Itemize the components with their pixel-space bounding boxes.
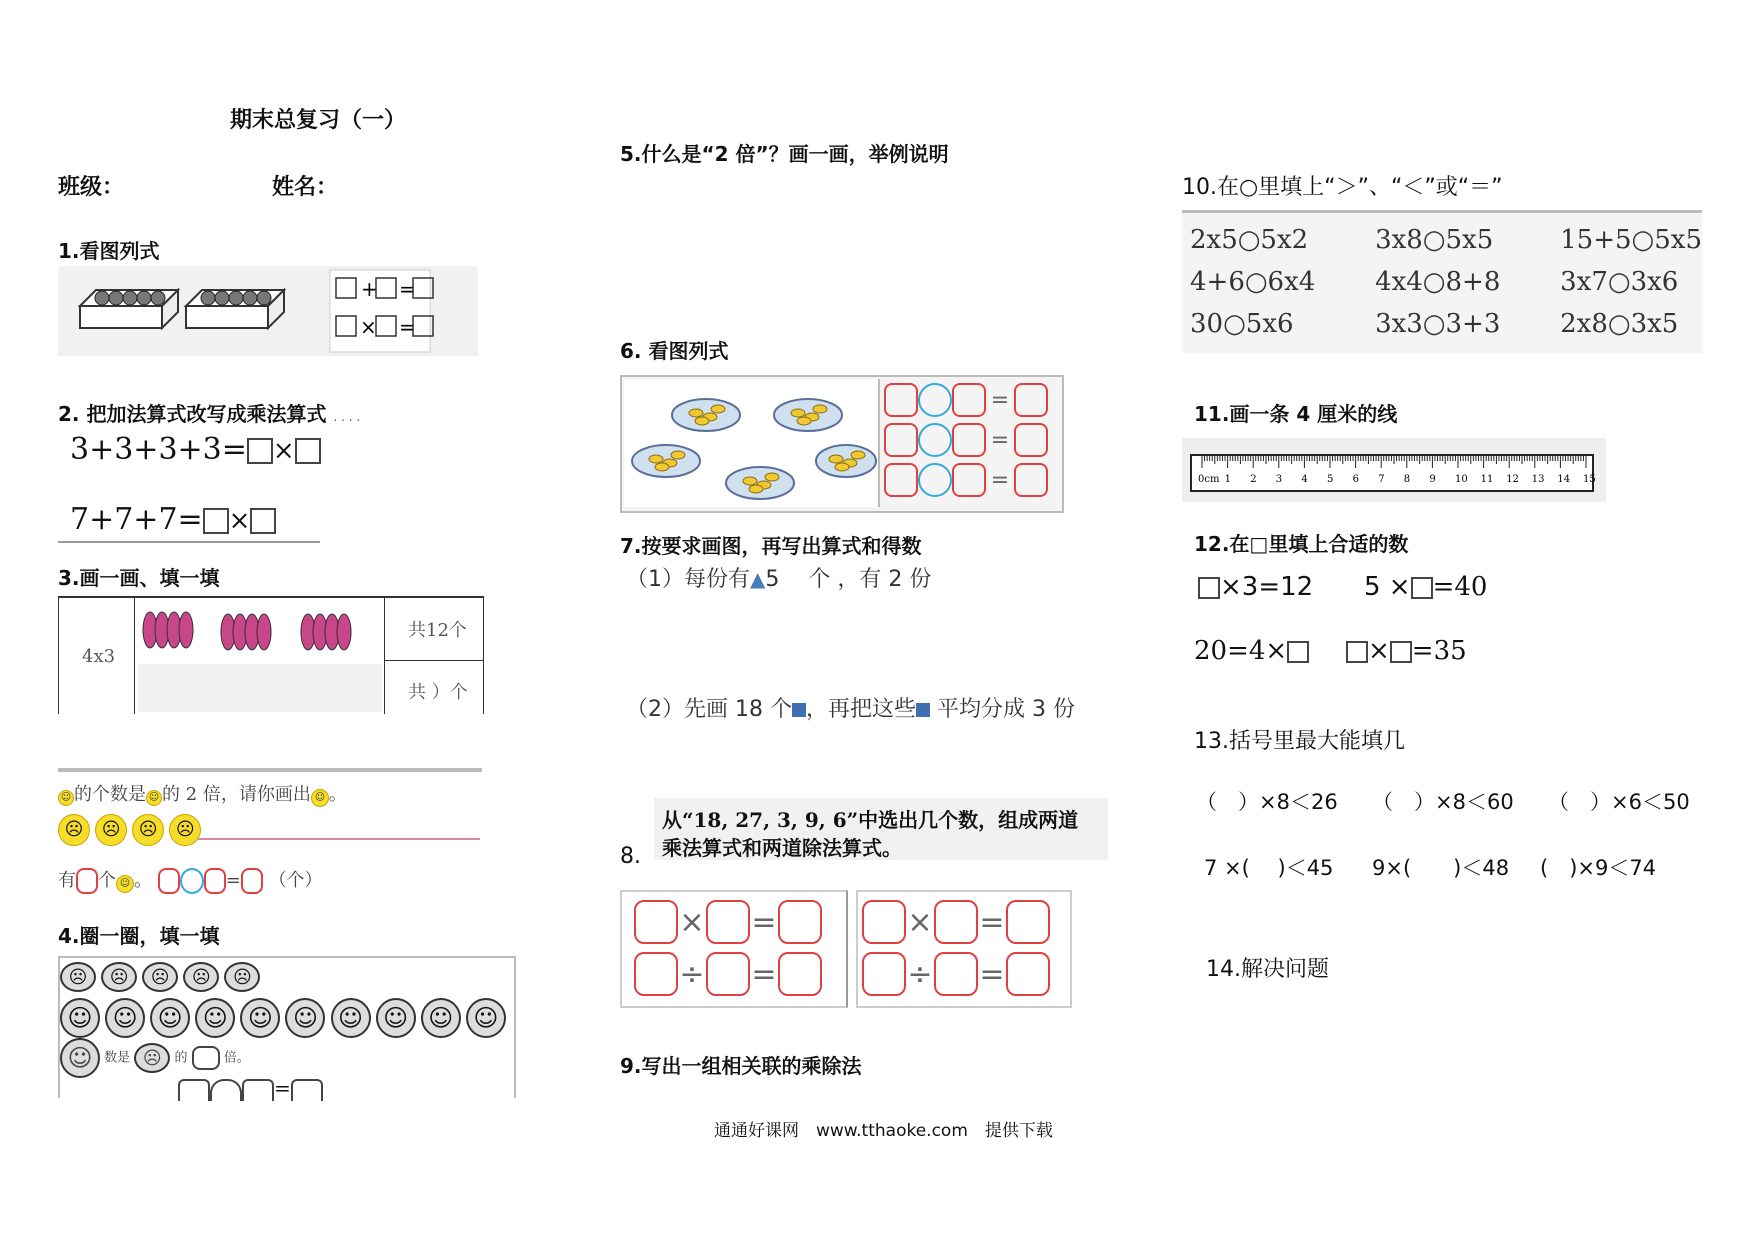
ruler-label: 0cm (1198, 474, 1220, 485)
q3-line1 (58, 780, 347, 807)
q8-text-line2: 乘法算式和两道除法算式。 (662, 836, 902, 860)
q3-faces-section (58, 768, 482, 900)
ruler-label: 5 (1327, 474, 1334, 485)
smiley-icon: ☺ (466, 998, 506, 1038)
smiley-faces-row (60, 998, 506, 1038)
smiley-icon: ☺ (58, 790, 74, 806)
q3-line3-end: 。 (134, 870, 152, 891)
q3-line1-a: 的个数是 (74, 784, 146, 805)
q2-eq1: 3+3+3+3= × (70, 432, 321, 467)
q2-eq2-text: 7+7+7= (70, 502, 203, 537)
q11-heading: 11.画一条 4 厘米的线 (1194, 402, 1398, 426)
ruler-label: 6 (1352, 474, 1359, 485)
smiley-icon: ☺ (285, 998, 325, 1038)
q6-equations (884, 383, 1048, 503)
q3-left-label: 4x3 (82, 646, 116, 667)
sad-face-icon: ☹ (132, 814, 164, 846)
triangle-icon: ▲ (750, 567, 766, 591)
ruler-label: 8 (1403, 474, 1411, 485)
ruler-label: 14 (1557, 474, 1571, 485)
compare-item[interactable]: 15+5○5x5 (1560, 225, 1702, 255)
answer-box[interactable] (706, 900, 750, 944)
q12-item-2-text-a: 5 × (1364, 572, 1411, 602)
answer-box[interactable] (291, 1079, 323, 1101)
answer-box[interactable] (203, 508, 229, 534)
answer-box[interactable] (862, 900, 906, 944)
ruler-label: 15 (1583, 474, 1596, 485)
ruler-label: 10 (1455, 474, 1468, 485)
answer-box[interactable] (295, 438, 321, 464)
compare-item[interactable]: 3x7○3x6 (1560, 267, 1679, 297)
svg-text:×: × (360, 315, 377, 339)
smiley-icon: ☺ (376, 998, 416, 1038)
q3-line1-b: 的 2 倍，请你画出 (162, 784, 311, 805)
plates-illustration (624, 379, 880, 507)
answer-box[interactable] (952, 463, 986, 497)
name-label: 姓名： (272, 175, 339, 200)
answer-box[interactable] (706, 952, 750, 996)
q2-heading-text: 2. 把加法算式改写成乘法算式 (58, 402, 327, 426)
smiley-icon: ☺ (331, 998, 371, 1038)
smiley-icon: ☺ (105, 998, 145, 1038)
sad-face-icon: ☹ (142, 962, 178, 992)
class-label: 班级： (58, 175, 125, 200)
q4-heading: 4.圈一圈，填一填 (58, 924, 220, 948)
q10-table (1182, 219, 1702, 345)
q10-heading: 10.在○里填上“＞”、“＜”或“＝” (1182, 175, 1503, 200)
q13-item[interactable]: 7 ×( )＜45 (1204, 856, 1334, 880)
answer-box[interactable] (1014, 463, 1048, 497)
q13-item[interactable]: ( )×9＜74 (1540, 856, 1657, 880)
q8-eq-card-2: × = ÷ = (856, 890, 1072, 1008)
compare-item[interactable]: 2x5○5x2 (1190, 225, 1309, 255)
smiley-icon: ☺ (146, 790, 162, 806)
sad-face-icon: ☹ (58, 814, 90, 846)
smiley-icon: ☺ (195, 998, 235, 1038)
answer-box[interactable] (1411, 577, 1433, 599)
draw-line (198, 838, 480, 840)
operator-circle[interactable] (918, 423, 952, 457)
q12-item-3 (1194, 636, 1309, 666)
q2-dots: . . . . (333, 410, 361, 424)
q6-eq-row: = (884, 463, 1048, 503)
q7-heading: 7.按要求画图，再写出算式和得数 (620, 534, 922, 558)
q9-heading: 9.写出一组相关联的乘除法 (620, 1054, 862, 1078)
answer-box[interactable] (934, 952, 978, 996)
svg-text:+: + (361, 277, 378, 301)
answer-box[interactable] (884, 423, 918, 457)
operator-circle[interactable] (918, 463, 952, 497)
q13-item[interactable]: 9×( )＜48 (1372, 856, 1510, 880)
svg-text:=: = (399, 277, 416, 301)
q8-text-block (654, 798, 1108, 860)
answer-box[interactable] (1006, 900, 1050, 944)
q7-line1 (626, 562, 931, 593)
q13-item[interactable]: （ ）×8＜60 (1372, 790, 1514, 814)
sad-face-icon: ☹ (134, 1043, 170, 1073)
answer-box[interactable] (241, 868, 263, 894)
q12-item-4-text-b: × (1368, 636, 1390, 666)
egg-boxes-illustration (58, 266, 478, 356)
smiley-icon: ☺ (150, 998, 190, 1038)
answer-box[interactable] (778, 900, 822, 944)
answer-box[interactable] (884, 463, 918, 497)
q12-item-4 (1346, 636, 1467, 666)
answer-box[interactable] (250, 508, 276, 534)
q2-eq2: 7+7+7= × (70, 502, 276, 537)
ruler-label: 3 (1275, 474, 1283, 485)
q4-equation: = (178, 1076, 323, 1101)
q6-eq-row: = (884, 423, 1048, 463)
answer-box[interactable] (247, 438, 273, 464)
q8-text-line1: 从“18, 27, 3, 9, 6”中选出几个数，组成两道 (662, 808, 1079, 832)
answer-box[interactable] (1198, 577, 1220, 599)
answer-box[interactable] (242, 1079, 274, 1101)
q12-item-4-text-c: =35 (1411, 636, 1467, 666)
operator-circle[interactable] (180, 868, 204, 894)
ruler (1190, 454, 1594, 492)
answer-box[interactable] (1390, 641, 1412, 663)
svg-text:=: = (399, 315, 416, 339)
q13-item[interactable]: （ ）×8＜26 (1196, 790, 1338, 814)
q3-heading: 3.画一画、填一填 (58, 566, 220, 590)
q7-line1-b: 5 个 ，有 2 份 (765, 567, 932, 592)
q5-heading: 5.什么是“2 倍”？画一画，举例说明 (620, 142, 949, 166)
compare-item[interactable]: 3x8○5x5 (1375, 225, 1494, 255)
q12-item-3-text: 20=4× (1194, 636, 1288, 666)
footer-credit: 通通好课网 www.tthaoke.com 提供下载 (714, 1121, 1053, 1141)
compare-item[interactable]: 30○5x6 (1190, 309, 1294, 339)
answer-box[interactable] (862, 952, 906, 996)
q1-heading: 1.看图列式 (58, 239, 160, 263)
ruler-label: 11 (1480, 474, 1494, 485)
ruler-label: 2 (1250, 474, 1257, 485)
ruler-label: 7 (1378, 474, 1385, 485)
sad-face-icon: ☹ (169, 814, 201, 846)
q2-eq1-text: 3+3+3+3= (70, 432, 247, 467)
divider (58, 541, 320, 543)
sad-face-icon: ☹ (224, 962, 260, 992)
answer-box[interactable] (204, 868, 226, 894)
smiley-icon: ☺ (311, 789, 329, 807)
q7-line2 (626, 692, 1075, 723)
q12-heading: 12.在□里填上合适的数 (1194, 532, 1409, 556)
answer-box[interactable] (934, 900, 978, 944)
q2-heading (58, 398, 360, 427)
answer-box[interactable] (1346, 641, 1368, 663)
answer-box[interactable] (778, 952, 822, 996)
q3-faces-row (58, 814, 201, 846)
q3-unit: （个） (268, 870, 323, 891)
q7-line1-a: （1）每份有 (626, 567, 750, 592)
square-icon (916, 703, 930, 717)
q11-ruler-area (1182, 438, 1606, 502)
smiley-icon: ☺ (421, 998, 461, 1038)
plate-icons (624, 379, 878, 507)
q6-eq-row: = (884, 383, 1048, 423)
q4-text-a: 数是 (104, 1050, 131, 1066)
answer-box[interactable] (1006, 952, 1050, 996)
q3-line3: 有 个 ☺ 。 = （个） (58, 866, 323, 894)
q7-line2-b: ，再把这些 (805, 697, 916, 722)
answer-box[interactable] (1287, 641, 1309, 663)
q3-line1-end: 。 (328, 784, 347, 805)
smiley-icon: ☺ (116, 875, 134, 893)
answer-box[interactable] (1014, 383, 1048, 417)
q12-item-1-text: ×3=12 (1220, 572, 1314, 602)
q7-line2-a: （2）先画 18 个 (626, 697, 792, 722)
smiley-icon: ☺ (60, 1038, 100, 1078)
q8-number: 8. (620, 844, 641, 869)
square-icon (792, 703, 806, 717)
q12-item-2-text-b: =40 (1432, 572, 1488, 602)
q3-line3-a: 有 (58, 870, 76, 891)
compare-item[interactable]: 4x4○8+8 (1375, 267, 1501, 297)
compare-item[interactable]: 2x8○3x5 (1560, 309, 1679, 339)
q3-right-top: 共12个 (408, 620, 467, 641)
q8-eq-card-1: × = ÷ = (620, 890, 848, 1008)
answer-box[interactable] (76, 868, 98, 894)
q4-figure (58, 956, 516, 1098)
answer-box[interactable] (192, 1046, 220, 1070)
sad-face-icon: ☹ (101, 962, 137, 992)
ruler-label: 12 (1506, 474, 1519, 485)
q13-item[interactable]: （ ）×6＜50 (1548, 790, 1690, 814)
q12-item-1 (1198, 572, 1313, 602)
q1-figure (58, 266, 478, 356)
q3-line3-b: 个 (98, 870, 116, 891)
ruler-label: 4 (1301, 474, 1308, 485)
q3-right-bottom: 共 ）个 (408, 682, 468, 703)
smiley-icon: ☺ (240, 998, 280, 1038)
compare-item[interactable]: 3x3○3+3 (1375, 309, 1501, 339)
answer-box[interactable] (634, 900, 678, 944)
q6-figure (620, 375, 1064, 513)
sad-face-icon: ☹ (183, 962, 219, 992)
smiley-icon: ☺ (60, 998, 100, 1038)
answer-box[interactable] (952, 423, 986, 457)
sad-faces-row (60, 962, 260, 992)
q7-line2-c: 平均分成 3 份 (937, 697, 1075, 722)
q12-item-2 (1364, 572, 1487, 602)
answer-box[interactable] (952, 383, 986, 417)
q13-heading: 13.括号里最大能填几 (1194, 729, 1405, 754)
ruler-label: 1 (1224, 474, 1231, 485)
compare-item[interactable]: 4+6○6x4 (1190, 267, 1316, 297)
q4-text-line (60, 1038, 250, 1078)
q4-text-c: 倍。 (223, 1050, 250, 1066)
operator-circle[interactable] (210, 1079, 242, 1101)
answer-box[interactable] (178, 1079, 210, 1101)
ruler-ticks (1192, 456, 1596, 490)
ruler-label: 9 (1429, 474, 1436, 485)
operator-circle[interactable] (918, 383, 952, 417)
q3-draw-area[interactable] (138, 664, 382, 712)
page-title: 期末总复习（一） (230, 108, 407, 133)
q14-heading: 14.解决问题 (1206, 957, 1329, 982)
answer-box[interactable] (634, 952, 678, 996)
answer-box[interactable] (158, 868, 180, 894)
ruler-label: 13 (1531, 474, 1545, 485)
answer-box[interactable] (1014, 423, 1048, 457)
q3-table (58, 596, 484, 714)
q10-grid (1182, 210, 1702, 353)
q6-heading: 6. 看图列式 (620, 339, 729, 363)
sad-face-icon: ☹ (60, 962, 96, 992)
answer-box[interactable] (884, 383, 918, 417)
q4-text-b: 的 (174, 1050, 188, 1066)
pink-ovals-illustration (138, 606, 382, 656)
sad-face-icon: ☹ (95, 814, 127, 846)
